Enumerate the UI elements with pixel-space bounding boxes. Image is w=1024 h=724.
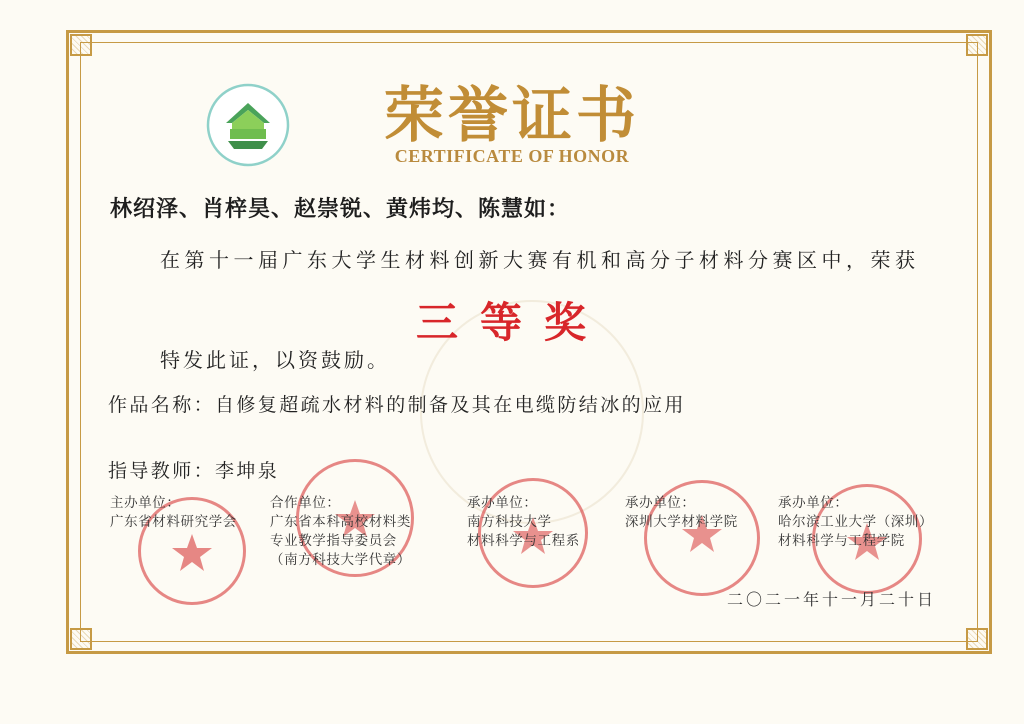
corner-ornament-top-left bbox=[70, 34, 92, 56]
organizer-name: 南方科技大学 bbox=[467, 514, 552, 530]
award-level: 三等奖 bbox=[415, 298, 608, 347]
recipient-names: 林绍泽、肖梓昊、赵崇锐、黄炜均、陈慧如： bbox=[110, 197, 571, 222]
organizer-undertaker-1 bbox=[467, 494, 580, 551]
certificate-title: 荣誉证书 bbox=[384, 81, 640, 151]
organizer-role: 承办单位： bbox=[625, 495, 696, 511]
organizer-host bbox=[110, 494, 237, 532]
advisor-name: 指导教师：李坤泉 bbox=[108, 460, 280, 482]
organizer-role: 主办单位： bbox=[110, 495, 181, 511]
organizer-name: 广东省材料研究学会 bbox=[110, 514, 237, 530]
corner-ornament-bottom-left bbox=[70, 628, 92, 650]
organizer-name: 材料科学与工程系 bbox=[467, 533, 580, 549]
closing-statement: 特发此证，以资鼓励。 bbox=[160, 348, 390, 372]
organizer-name: 专业教学指导委员会 bbox=[270, 533, 397, 549]
organizer-name: 哈尔滨工业大学（深圳） bbox=[778, 514, 934, 530]
organizer-role: 承办单位： bbox=[778, 495, 849, 511]
award-statement: 在第十一届广东大学生材料创新大赛有机和高分子材料分赛区中，荣获 bbox=[160, 248, 920, 272]
organizer-name: 广东省本科高校材料类 bbox=[270, 514, 411, 530]
organizer-name: （南方科技大学代章） bbox=[270, 552, 411, 568]
certificate-subtitle: CERTIFICATE OF HONOR bbox=[394, 146, 630, 166]
corner-ornament-bottom-right bbox=[966, 628, 988, 650]
organizer-undertaker-3 bbox=[778, 494, 933, 551]
issue-date: 二〇二一年十一月二十日 bbox=[727, 590, 937, 609]
organizer-name: 深圳大学材料学院 bbox=[625, 514, 738, 530]
organizer-partner bbox=[270, 494, 411, 570]
work-title: 作品名称：自修复超疏水材料的制备及其在电缆防结冰的应用 bbox=[108, 394, 686, 416]
corner-ornament-top-right bbox=[966, 34, 988, 56]
organizer-role: 承办单位： bbox=[467, 495, 538, 511]
organizer-undertaker-2 bbox=[625, 494, 738, 532]
organizer-name: 材料科学与工程学院 bbox=[778, 533, 905, 549]
organizer-role: 合作单位： bbox=[270, 495, 341, 511]
